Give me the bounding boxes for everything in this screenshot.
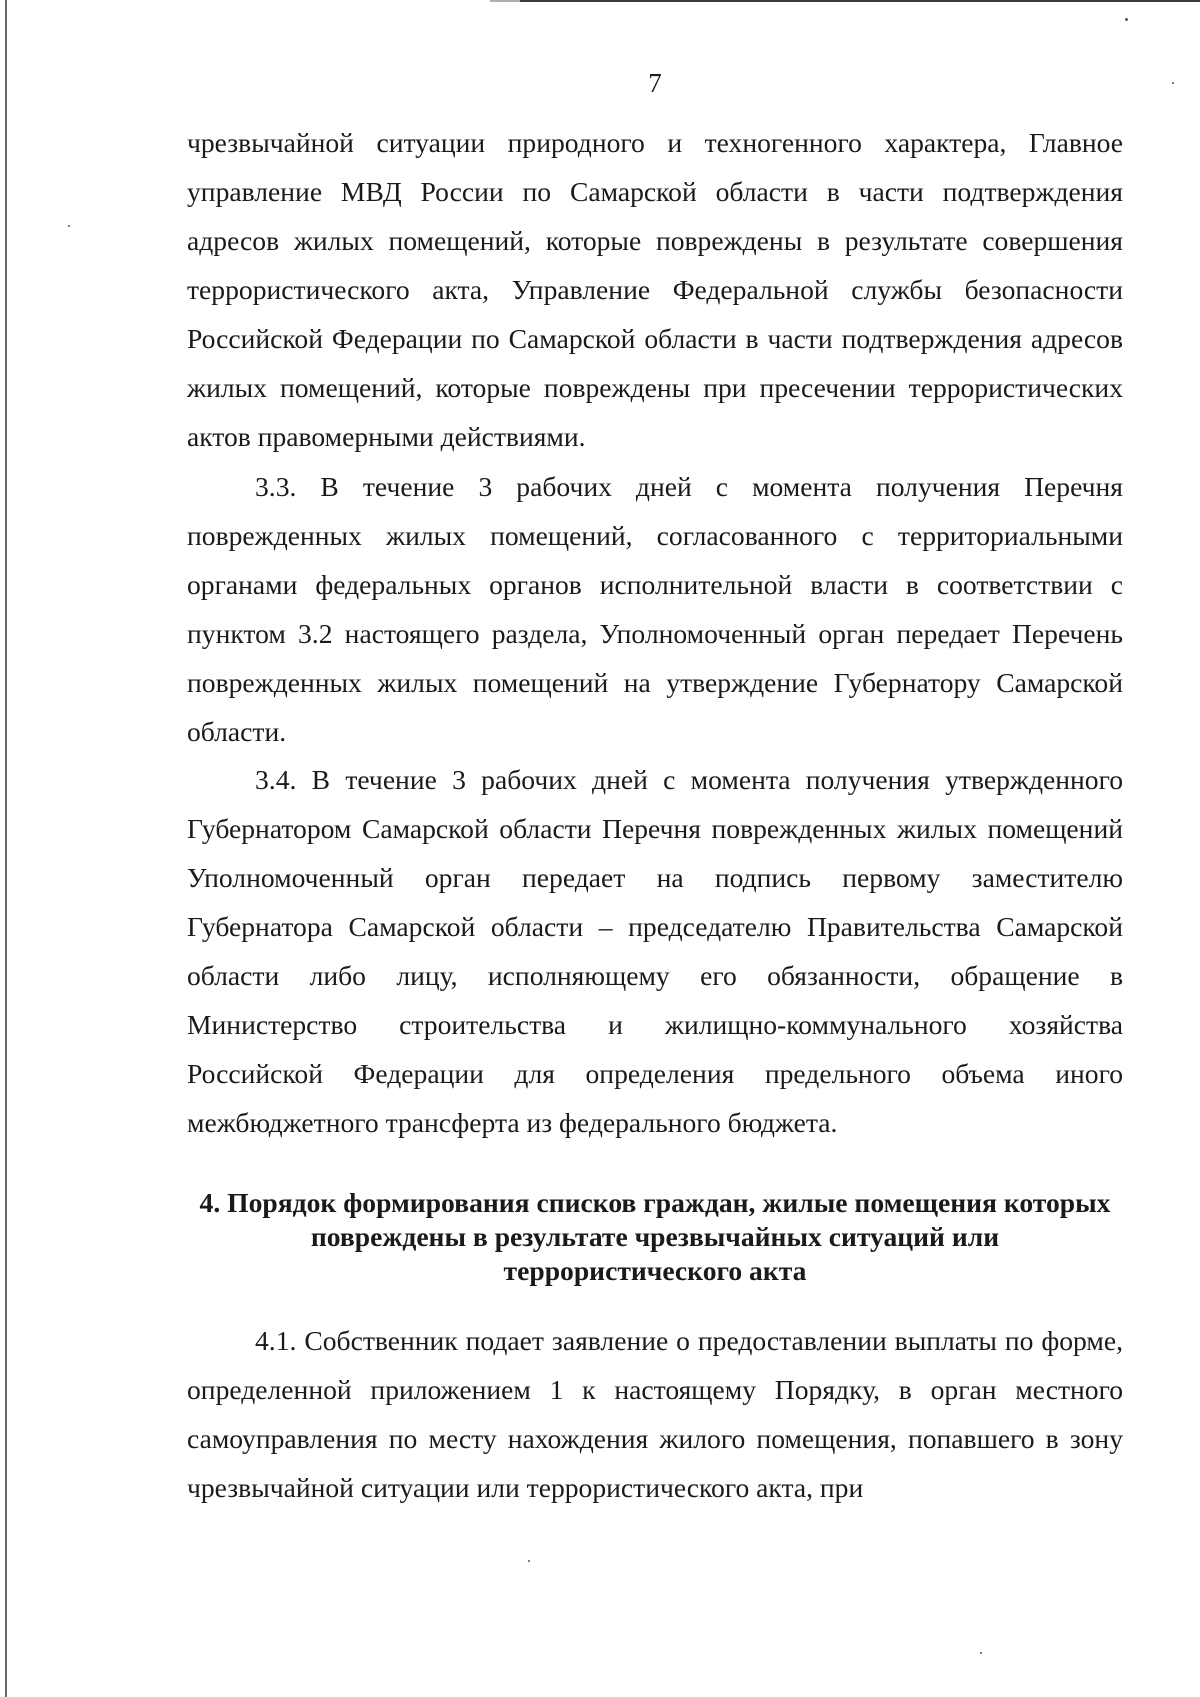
section-4-heading-line: террористического акта — [503, 1255, 807, 1286]
scan-speck — [68, 225, 70, 227]
paragraph-4-1: 4.1. Собственник подает заявление о предоставлении выплаты по форме, определенной приложением 1 к настоящему Порядку, в орган местного самоуправления по месту нахождения жилого помещения, попавшего в зону чрезвычайной ситуации или террористического акта, при — [187, 1325, 1123, 1503]
scan-top-edge — [520, 0, 1200, 2]
section-4-heading — [187, 1186, 1123, 1288]
scan-speck — [980, 1652, 982, 1654]
section-4-heading-line: 4. Порядок формирования списков граждан, жилые помещения которых — [199, 1187, 1111, 1218]
scan-speck — [528, 1560, 530, 1562]
scan-left-edge — [5, 0, 7, 1697]
continuation-paragraph: чрезвычайной ситуации природного и техногенного характера, Главное управление МВД России по Самарской области в части подтверждения адресов жилых помещений, которые повреждены в результате совершения террористического акта, Управление Федеральной службы безопасности Российской Федерации по Самарской области в части подтверждения адресов жилых помещений, которые повреждены при пресечении террористических актов правомерными действиями. — [187, 127, 1123, 452]
paragraph-3-3: 3.3. В течение 3 рабочих дней с момента получения Перечня поврежденных жилых помещений, согласованного с территориальными органами федеральных органов исполнительной власти в соответствии с пунктом 3.2 настоящего раздела, Уполномоченный орган передает Перечень поврежденных жилых помещений на утверждение Губернатору Самарской области. — [187, 471, 1123, 747]
scan-speck — [1125, 18, 1128, 21]
paragraph-3-4: 3.4. В течение 3 рабочих дней с момента получения утвержденного Губернатором Самарской области Перечня поврежденных жилых помещений Уполномоченный орган передает на подпись первому заместителю Губернатора Самарской области – председателю Правительства Самарской области либо лицу, исполняющему его обязанности, обращение в Министерство строительства и жилищно-коммунального хозяйства Российской Федерации для определения предельного объема иного межбюджетного трансферта из федерального бюджета. — [187, 764, 1123, 1138]
page-number: 7 — [648, 68, 662, 98]
section-4-heading-line: повреждены в результате чрезвычайных ситуаций или — [310, 1221, 1000, 1252]
